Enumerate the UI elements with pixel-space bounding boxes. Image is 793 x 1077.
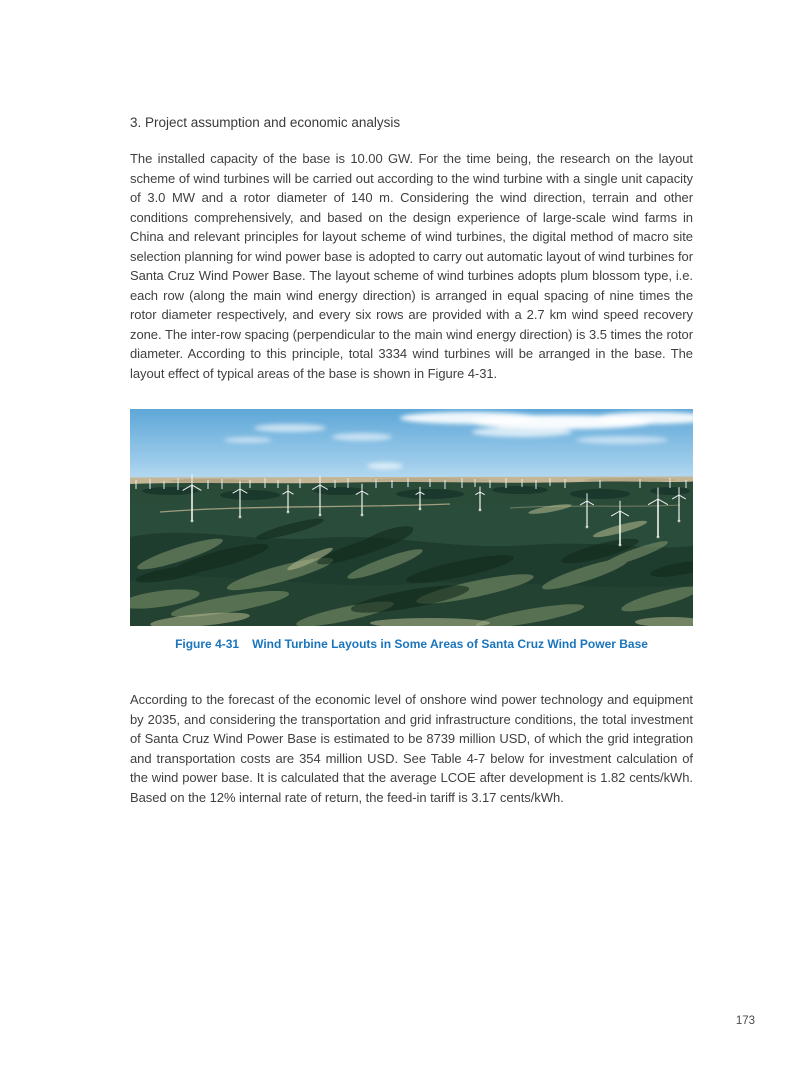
paragraph-economic-analysis: According to the forecast of the economic level of onshore wind power technology and equipment by 2035, and considering the transportation and grid infrastructure conditions, the total investment of Santa Cruz Wind Power Base is estimated to be 8739 million USD, of which the grid integration and transportation costs are 354 million USD. See Table 4-7 below for investment calculation of the wind power base. It is calculated that the average LCOE after development is 1.82 cents/kWh. Based on the 12% internal rate of return, the feed-in tariff is 3.17 cents/kWh. xyxy=(130,692,693,805)
figure-caption xyxy=(130,636,693,652)
figure-caption-title: Wind Turbine Layouts in Some Areas of Santa Cruz Wind Power Base xyxy=(252,637,648,651)
page-content xyxy=(130,113,693,807)
section-heading: 3. Project assumption and economic analysis xyxy=(130,115,401,130)
figure-4-31 xyxy=(130,409,693,652)
wind-farm-rendering-image xyxy=(130,409,693,626)
figure-caption-label: Figure 4-31 xyxy=(175,637,240,651)
page-number: 173 xyxy=(735,1015,755,1027)
paragraph-project-assumption: The installed capacity of the base is 10.00 GW. For the time being, the research on the layout scheme of wind turbines will be carried out according to the wind turbine with a single unit capacity of 3.0 MW and a rotor diameter of 140 m. Considering the wind direction, terrain and other conditions comprehensively, and based on the design experience of large-scale wind farms in China and relevant principles for layout scheme of wind turbines, the digital method of macro site selection planning for wind power base is adopted to carry out automatic layout of wind turbines for Santa Cruz Wind Power Base. The layout scheme of wind turbines adopts plum blossom type, i.e. each row (along the main wind energy direction) is arranged in equal spacing of nine times the rotor diameter respectively, and every six rows are provided with a 2.7 km wind speed recovery zone. The inter-row spacing (perpendicular to the main wind energy direction) is 3.5 times the rotor diameter. According to this principle, total 3334 wind turbines will be arranged in the base. The layout effect of typical areas of the base is shown in Figure 4-31. xyxy=(130,151,693,381)
terrain xyxy=(130,482,693,627)
wind-farm-illustration xyxy=(130,409,693,626)
